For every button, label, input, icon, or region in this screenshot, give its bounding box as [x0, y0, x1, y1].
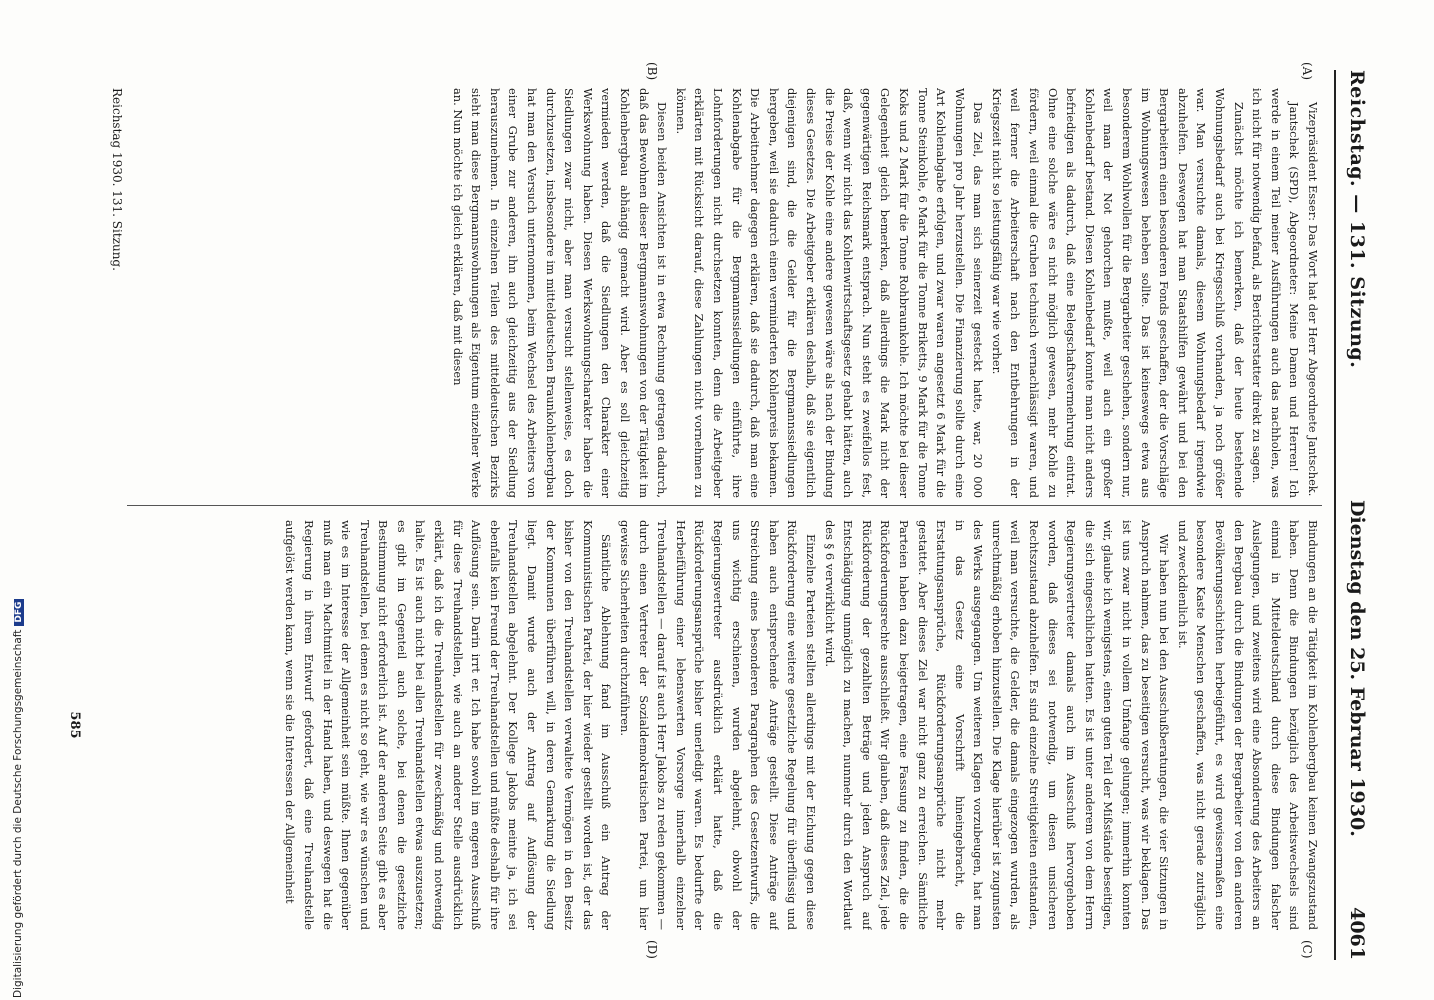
margin-mark-a: (A) [1300, 62, 1314, 81]
paragraph: Vizepräsident Esser: Das Wort hat der Herr Abgeordnete Jantschek. [1306, 102, 1320, 497]
header-date: Dienstag den 25. Februar 1930. [1346, 500, 1368, 837]
paragraph: Wir haben nun bei den Ausschußberatungen, die vier Sitzungen in Anspruch nahmen, das zu beseitigen versucht, was wir beklagen. Das ist uns zwar nicht in vollem Umfange gelungen; immerhin konnten wir, glaube ich wenigstens, einen guten Teil der Mißstände beseitigen, die sich eingeschlichen hatten. Es ist unter anderem von dem Herrn Regierungsvertreter damals auch im Ausschuß hervorgehoben worden, daß dieses sei notwendig, um diesen unsicheren Rechtszustand abzuhelfen. Es sind einzelne Streitigkeiten entstanden, weil man versuchte, die Gelder, die damals eingezogen wurden, als unrechtmäßig erhoben hinzustellen. Die Klage hierüber ist zugunsten des Werks ausgegangen. Um weiteren Klagen vorzubeugen, hat man in das Gesetz eine Vorschrift hineingebracht, die Erstattungsansprüche, Rückforderungsansprüche nicht mehr gestattet. Aber dieses Ziel war nicht ganz zu erreichen. Sämtliche Parteien haben dazu beigetragen, eine Fassung zu finden, die die Rückforderungsrechte ausschließt. Wir glauben, daß dieses Ziel, jede Rückforderung der gezahlten Beträge und jeden Anspruch auf Entschädigung unmöglich zu machen, nunmehr durch den Wortlaut des § 6 verwirklicht wird. [822, 520, 1172, 930]
dfg-logo-badge: DFG [14, 599, 24, 626]
margin-mark-d: (D) [645, 940, 659, 959]
paragraph: Einzelne Parteien stellten allerdings mit der Eichung gegen diese Rückforderung eine weitere gesetzliche Regelung für überflüssig und haben auch entsprechende Anträge gestellt. Diese Anträge auf Streichung eines besonderen Paragraphen des Gesetzentwurfs, die uns wichtig erschienen, wurden abgelehnt, obwohl der Regierungsvertreter ausdrücklich erklärt hatte, daß die Rückforderungsansprüche bisher unerledigt waren. Es bedurfte der Herbeiführung einer lebenswerten Vorsorge innerhalb einzelner Treuhandstellen — darauf ist auch Herr Jakobs zu reden gekommen — durch einen Vertreter der Sozialdemokratischen Partei, um hier gewisse Sicherheiten durchzuführen. [618, 520, 818, 930]
digitization-side-note [12, 0, 36, 998]
margin-mark-c: (C) [1300, 940, 1314, 959]
right-text-column [132, 520, 1322, 930]
side-note-text: Digitalisierung gefördert durch die Deutsche Forschungsgemeinschaft [12, 629, 24, 998]
paragraph: Jantschek (SPD), Abgeordneter: Meine Damen und Herren! Ich werde in einem Teil meiner Ausführungen auch das nachholen, was ich nicht für notwendig befand, als Berichterstatter direkt zu sagen. [1250, 88, 1302, 498]
left-text-column [132, 88, 1322, 498]
paragraph: Diesen beiden Ansichten ist in etwa Rechnung getragen dadurch, daß das Bewohnen dieser Bergmannswohnungen von der Tätigkeit im Kohlenbergbau abhängig gemacht wird. Aber es soll gleichzeitig vermieden werden, daß die Siedlungen den Charakter einer Werkswohnung haben. Diesen Werkswohnungscharakter haben die Siedlungen zwar nicht, aber man versucht stellenweise, es doch durchzusetzen, insbesondere im mitteldeutschen Braunkohlenbergbau hat man den Versuch unternommen, beim Wechsel des Arbeiters von einer Grube zur anderen, ihn auch gleichzeitig aus der Siedlung herauszunehmen. In einzelnen Teilen des mitteldeutschen Bezirks sieht man diese Bergmannswohnungen als Eigentum einzelner Werke an. Nun möchte ich gleich erklären, daß mit diesen [450, 88, 670, 498]
column-divider [127, 505, 1322, 506]
margin-mark-b: (B) [645, 62, 659, 81]
paragraph: Bindungen an die Tätigkeit im Kohlenbergbau keinen Zwangszustand haben. Denn die Bindungen bezüglich des Arbeitswechsels sind einmal in Mitteldeutschland durch diese Bindungen falscher Auslegungen, und zweitens wird eine Absonderung des Arbeiters an den Bergbau durch die Bindungen der Bergarbeiter von den anderen Bevölkerungsschichten herbeigeführt, es wird gewissermaßen eine besondere Kaste Menschen geschaffen, was nicht gerade zuträglich und zweckdienlich ist. [1175, 520, 1320, 930]
paragraph: Sämtliche Ablehnung fand im Ausschuß ein Antrag der Kommunistischen Partei, der hier wieder gestellt worden ist, der das bisher von den Treuhandstellen verwaltete Vermögen in den Besitz der Kommunen überführen will, in deren Gemarkung die Siedlung liegt. Damit wurde auch der Antrag auf Auflösung der Treuhandstellen abgelehnt. Der Kollege Jakobs meinte ja, ich sei ebenfalls kein Freund der Treuhandstellen und müßte deshalb für ihre Auflösung sein. Darin irrt er. Ich habe sowohl im engeren Ausschuß für diese Treuhandstellen, wie auch an anderer Stelle ausdrücklich erklärt, daß ich die Treuhandstellen für zweckmäßig und notwendig halte. Es ist auch nicht bei allen Treuhandstellen etwas auszusetzen; es gibt im Gegenteil auch solche, bei denen die gesetzliche Bestimmung nicht erforderlich ist. Auf der anderen Seite gibt es aber Treuhandstellen, bei denen es nicht so geht, wie wir es wünschen und wie es im Interesse der Allgemeinheit sein müßte. Ihnen gegenüber muß man ein Machtmittel in der Hand haben, und deswegen hat die Regierung in ihrem Entwurf gefordert, daß eine Treuhandstelle aufgelöst werden kann, wenn sie die Interessen der Allgemeinheit [283, 520, 614, 930]
footer-sheet-number: 585 [67, 711, 82, 739]
header-title: Reichstag. — 131. Sitzung. [1346, 70, 1368, 369]
paragraph: Zunächst möchte ich bemerken, daß der heute bestehende Wohnungsbedarf auch bei Kriegsschluß vorhanden, ja noch größer war. Man versuchte damals, diesem Wohnungsbedarf irgendwie abzuhelfen. Deswegen hat man Staatshilfen gewährt und bei den Bergarbeitern einen besonderen Fonds geschaffen, der die Vorschläge im Wohnungswesen beheben sollte. Das ist keineswegs etwa aus besonderem Wohlwollen für die Bergarbeiter geschehen, sondern nur, weil man der Not gehorchen mußte, weil auch ein großer Kohlenbedarf bestand. Diesen Kohlenbedarf konnte man nicht anders befriedigen als dadurch, daß eine Belegschaftsvermehrung eintrat. Ohne eine solche wäre es nicht möglich gewesen, mehr Kohle zu fördern, weil einmal die Gruben technisch vernachlässigt waren, und weil ferner die Arbeiterschaft nach den Entbehrungen in der Kriegszeit nicht so leistungsfähig war wie vorher. [989, 88, 1246, 498]
footer-session: Reichstag 1930. 131. Sitzung. [110, 88, 124, 271]
paragraph: Das Ziel, das man sich seinerzeit gesteckt hatte, war, 20 000 Wohnungen pro Jahr herzustellen. Die Finanzierung sollte durch eine Art Kohlenabgabe erfolgen, und zwar waren angesetzt 6 Mark für die Tonne Steinkohle, 6 Mark für die Tonne Briketts, 9 Mark für die Tonne Koks und 2 Mark für die Tonne Rohbraunkohle. Ich möchte bei dieser Gelegenheit gleich bemerken, daß allerdings die Mark nicht der gegenwärtigen Reichsmark entsprach. Nun steht es zweifellos fest, daß, wenn wir nicht das Kohlenwirtschaftsgesetz gehabt hätten, auch die Preise der Kohle eine andere gewesen wäre als nach der Bindung dieses Gesetzes. Die Arbeitgeber erklären deshalb, daß sie eigentlich diejenigen sind, die die Gelder für die Bergmannssiedlungen hergeben, weil sie dadurch einen verminderten Kohlenpreis bekamen. Die Arbeitnehmer dagegen erklären, daß sie dadurch, daß man eine Kohlenabgabe für die Bergmannssiedlungen einführte, ihre Lohnforderungen nicht durchsetzen konnten, denn die Arbeitgeber erklärten mit Rücksicht darauf, diese Zahlungen nicht vornehmen zu können. [673, 88, 986, 498]
header-page-number: 4061 [1346, 907, 1368, 960]
page-header [1334, 70, 1376, 960]
